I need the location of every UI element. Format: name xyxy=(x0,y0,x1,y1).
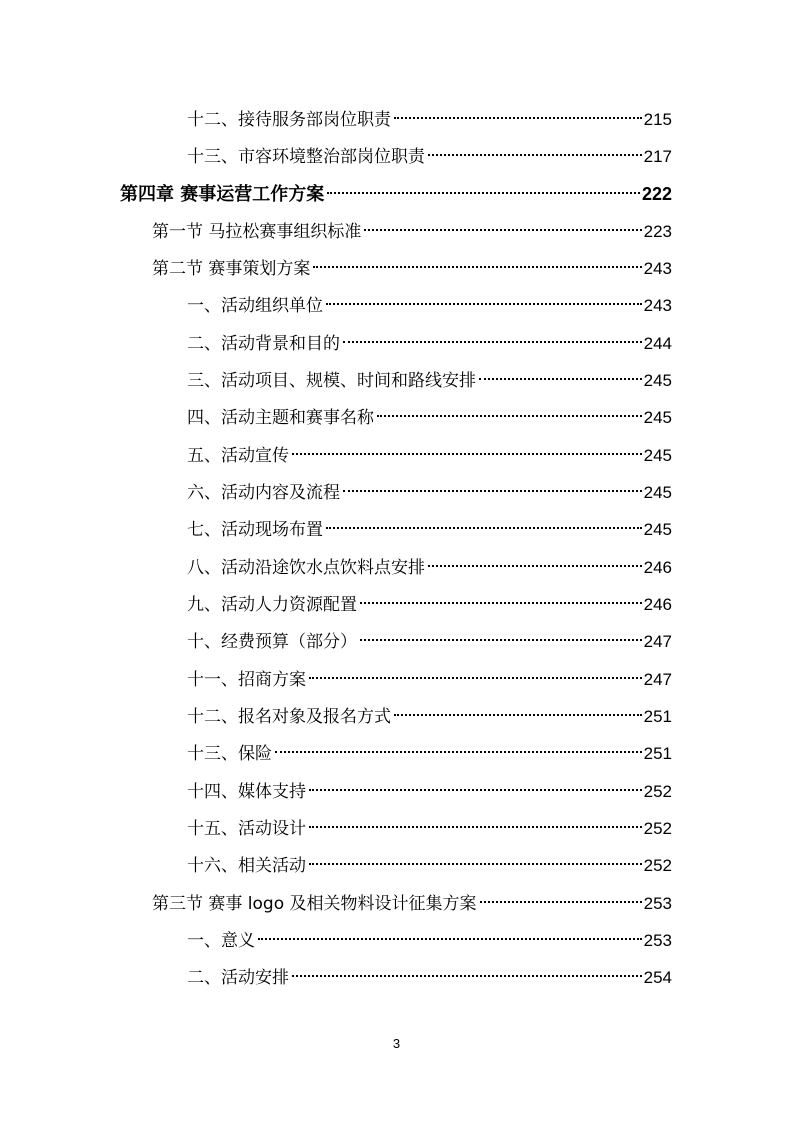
toc-entry-page: 253 xyxy=(643,894,672,913)
toc-entry-title: 五、活动宣传 xyxy=(187,446,289,466)
dot-leader xyxy=(326,527,642,529)
toc-entry-page: 246 xyxy=(643,558,672,577)
dot-leader xyxy=(258,938,642,940)
dot-leader xyxy=(327,192,640,194)
toc-entry-page: 247 xyxy=(643,670,672,689)
toc-entry-title: 六、活动内容及流程 xyxy=(187,483,340,503)
toc-entry-title: 二、活动背景和目的 xyxy=(187,334,340,354)
toc-entry-title: 一、意义 xyxy=(187,931,255,951)
toc-entry-title: 十一、招商方案 xyxy=(187,670,306,690)
toc-entry[interactable] xyxy=(187,590,672,620)
dot-leader xyxy=(313,266,641,268)
toc-entry-title: 一、活动组织单位 xyxy=(187,296,323,316)
toc-entry-title: 九、活动人力资源配置 xyxy=(187,595,357,615)
toc-entry-page: 252 xyxy=(643,782,672,801)
toc-entry-page: 254 xyxy=(643,968,672,987)
toc-entry-title: 第一节 马拉松赛事组织标准 xyxy=(152,222,362,242)
toc-entry[interactable] xyxy=(187,777,672,807)
dot-leader xyxy=(360,639,642,641)
dot-leader xyxy=(364,229,641,231)
toc-entry[interactable] xyxy=(187,142,672,172)
toc-entry[interactable] xyxy=(187,403,672,433)
toc-entry-page: 251 xyxy=(643,744,672,763)
toc-entry-page: 217 xyxy=(643,147,672,166)
toc-entry-page: 246 xyxy=(643,595,672,614)
toc-entry-title: 第二节 赛事策划方案 xyxy=(152,259,311,279)
dot-leader xyxy=(479,378,642,380)
toc-entry-page: 243 xyxy=(643,259,672,278)
dot-leader xyxy=(309,826,642,828)
toc-entry-title: 十四、媒体支持 xyxy=(187,782,306,802)
dot-leader xyxy=(309,677,642,679)
dot-leader xyxy=(309,863,642,865)
dot-leader xyxy=(428,565,642,567)
dot-leader xyxy=(309,789,642,791)
dot-leader xyxy=(394,714,642,716)
toc-entry-page: 252 xyxy=(643,856,672,875)
dot-leader xyxy=(394,117,642,119)
toc-entry-title: 十三、市容环境整治部岗位职责 xyxy=(187,147,425,167)
dot-leader xyxy=(428,154,642,156)
toc-entry-page: 253 xyxy=(643,931,672,950)
toc-entry-title: 七、活动现场布置 xyxy=(187,520,323,540)
toc-entry[interactable] xyxy=(187,627,672,657)
toc-entry-page: 245 xyxy=(643,520,672,539)
dot-leader xyxy=(292,453,642,455)
toc-entry-title: 三、活动项目、规模、时间和路线安排 xyxy=(187,371,476,391)
toc-entry-title: 二、活动安排 xyxy=(187,968,289,988)
toc-entry[interactable] xyxy=(187,963,672,993)
toc-entry[interactable] xyxy=(187,665,672,695)
dot-leader xyxy=(360,602,642,604)
toc-section-entry[interactable] xyxy=(152,217,672,247)
toc-entry[interactable] xyxy=(187,702,672,732)
toc-entry-title: 十五、活动设计 xyxy=(187,819,306,839)
toc-entry-page: 245 xyxy=(643,446,672,465)
dot-leader xyxy=(326,303,642,305)
toc-entry[interactable] xyxy=(187,553,672,583)
toc-entry-page: 245 xyxy=(643,483,672,502)
toc-entry[interactable] xyxy=(187,926,672,956)
toc-entry-page: 247 xyxy=(643,632,672,651)
toc-entry[interactable] xyxy=(187,291,672,321)
toc-entry-title: 四、活动主题和赛事名称 xyxy=(187,408,374,428)
toc-entry[interactable] xyxy=(187,366,672,396)
toc-entry-title: 第三节 赛事 logo 及相关物料设计征集方案 xyxy=(152,894,477,914)
toc-entry[interactable] xyxy=(187,814,672,844)
dot-leader xyxy=(343,490,642,492)
toc-entry[interactable] xyxy=(187,329,672,359)
toc-entry[interactable] xyxy=(187,851,672,881)
toc-entry[interactable] xyxy=(187,441,672,471)
toc-entry[interactable] xyxy=(187,515,672,545)
dot-leader xyxy=(480,901,642,903)
toc-entry-page: 215 xyxy=(643,110,672,129)
dot-leader xyxy=(343,341,642,343)
toc-entry-page: 252 xyxy=(643,819,672,838)
toc-entry-page: 251 xyxy=(643,707,672,726)
dot-leader xyxy=(292,975,642,977)
toc-chapter-entry[interactable] xyxy=(120,179,672,209)
toc-entry-title: 十二、接待服务部岗位职责 xyxy=(187,110,391,130)
toc-entry-page: 222 xyxy=(641,184,672,204)
toc-entry-title: 十三、保险 xyxy=(187,744,272,764)
toc-entry-page: 245 xyxy=(643,371,672,390)
toc-entry-page: 223 xyxy=(643,222,672,241)
toc-entry-page: 243 xyxy=(643,296,672,315)
toc-entry-title: 十六、相关活动 xyxy=(187,856,306,876)
toc-entry-title: 十、经费预算（部分） xyxy=(187,632,357,652)
toc-entry[interactable] xyxy=(187,478,672,508)
toc-entry[interactable] xyxy=(187,105,672,135)
toc-entry-title: 十二、报名对象及报名方式 xyxy=(187,707,391,727)
dot-leader xyxy=(275,751,642,753)
toc-section-entry[interactable] xyxy=(152,889,672,919)
toc-entry-page: 244 xyxy=(643,334,672,353)
page-number: 3 xyxy=(392,1036,401,1051)
toc-section-entry[interactable] xyxy=(152,254,672,284)
toc-entry-page: 245 xyxy=(643,408,672,427)
toc-entry-title: 第四章 赛事运营工作方案 xyxy=(120,184,325,205)
toc-entry[interactable] xyxy=(187,739,672,769)
toc-entry-title: 八、活动沿途饮水点饮料点安排 xyxy=(187,558,425,578)
dot-leader xyxy=(377,415,642,417)
